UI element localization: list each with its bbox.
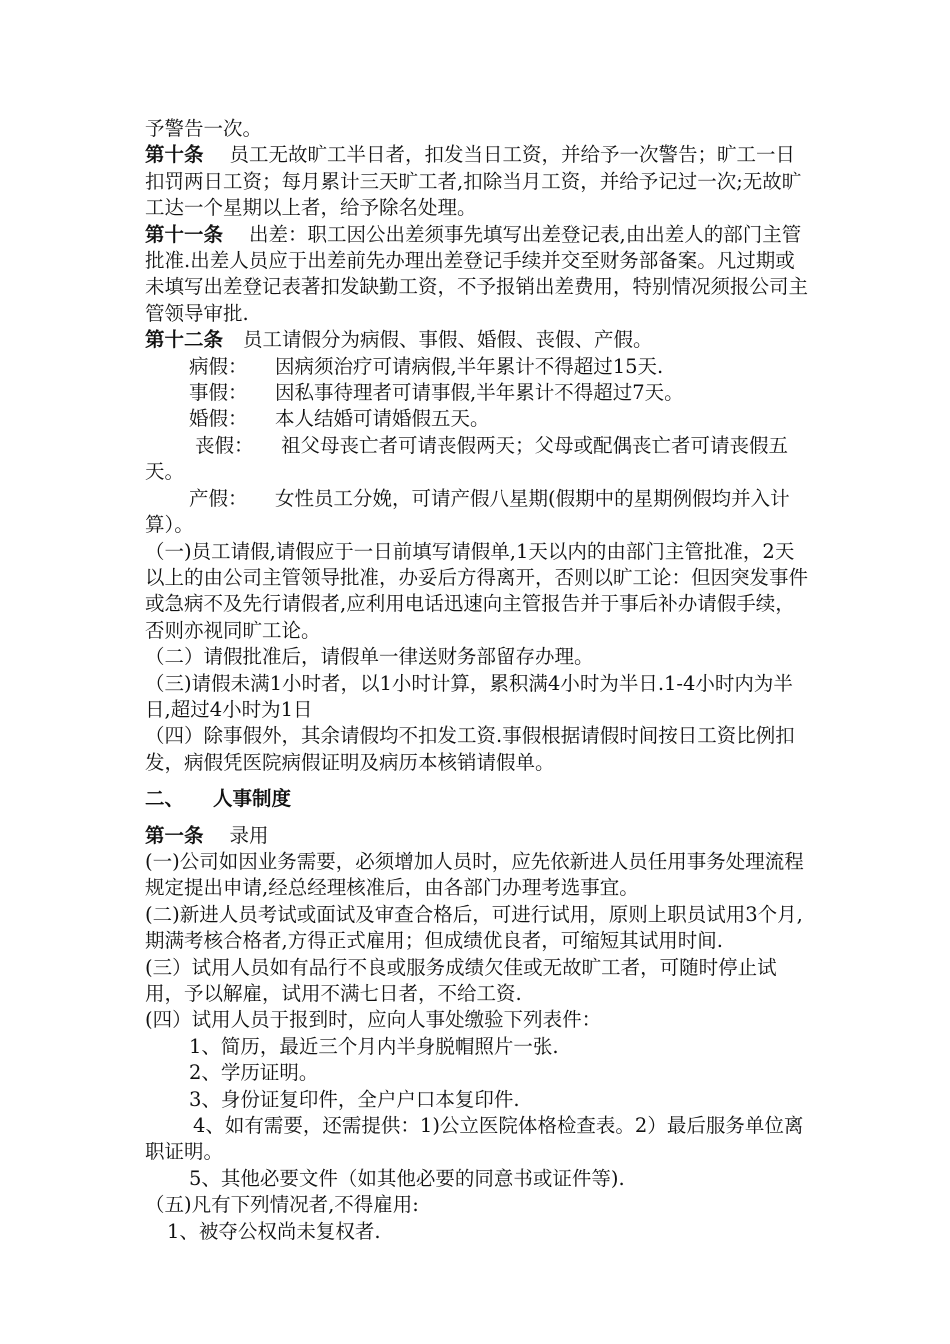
article-label: 第十二条 [145, 328, 224, 352]
leave-label: 产假： [189, 486, 248, 510]
hiring-rule: (二)新进人员考试或面试及审查合格后，可进行试用，原则上职员试用3个月,期满考核合格者,方得正式雇用；但成绩优良者，可缩短其试用时间. [145, 902, 803, 953]
article-12 [145, 327, 810, 353]
leave-type-maternity [145, 486, 810, 539]
article-label: 第一条 [145, 823, 204, 847]
leave-label: 丧假： [195, 433, 254, 457]
leave-type-personal [145, 380, 810, 406]
article-text: 员工请假分为病假、事假、婚假、丧假、产假。 [243, 328, 653, 352]
leave-text: 本人结婚可请婚假五天。 [275, 407, 490, 431]
section-title: 人事制度 [213, 787, 292, 811]
leave-label: 事假： [189, 381, 248, 405]
article-text: 员工无故旷工半日者，扣发当日工资，并给予一次警告；旷工一日扣罚两日工资；每月累计三天旷工者,扣除当月工资，并给予记过一次;无故旷工达一个星期以上者，给予除名处理。 [145, 143, 802, 220]
article-label: 第十一条 [145, 222, 224, 246]
leave-text: 祖父母丧亡者可请丧假两天；父母或配偶丧亡者可请丧假五天。 [145, 433, 789, 484]
document-item: 3、身份证复印件，全户户口本复印件. [189, 1087, 520, 1111]
leave-rule: （二）请假批准后，请假单一律送财务部留存办理。 [145, 645, 594, 669]
section-number: 二、 [145, 787, 185, 811]
document-body [145, 116, 810, 1245]
article-11 [145, 222, 810, 328]
article-label: 第十条 [145, 143, 204, 167]
document-item: 1、简历，最近三个月内半身脱帽照片一张. [189, 1034, 559, 1058]
section-heading [145, 786, 810, 812]
leave-rule: （一)员工请假,请假应于一日前填写请假单,1天以内的由部门主管批准，2天以上的由公司主管领导批准，办妥后方得离开，否则以旷工论：但因突发事件或急病不及先行请假者,应利用电话迅速向主管报告并于事后补办请假手续，否则亦视同旷工论。 [145, 539, 809, 642]
article-text: 录用 [229, 823, 269, 847]
article-10 [145, 142, 810, 221]
leave-rule: （四）除事假外，其余请假均不扣发工资.事假根据请假时间按日工资比例扣发，病假凭医院病假证明及病历本核销请假单。 [145, 724, 795, 774]
article-text: 出差：职工因公出差须事先填写出差登记表,由出差人的部门主管批准.出差人员应于出差前先办理出差登记手续并交至财务部备案。凡过期或未填写出差登记表著扣发缺勤工资，不予报销出差费用，特别情况须报公司主管领导审批. [145, 222, 809, 325]
leave-type-sick [145, 354, 810, 380]
paragraph-continuation [145, 116, 810, 142]
leave-type-marriage [145, 406, 810, 432]
leave-label: 婚假： [189, 407, 248, 431]
article-1 [145, 823, 810, 849]
hiring-rule: (四）试用人员于报到时，应向人事处缴验下列表件： [145, 1008, 602, 1032]
hiring-rule: (三）试用人员如有品行不良或服务成绩欠佳或无故旷工者，可随时停止试用，予以解雇，试用不满七日者，不给工资. [145, 955, 777, 1005]
document-item: 5、其他必要文件（如其他必要的同意书或证件等). [189, 1166, 625, 1190]
leave-rule: （三)请假未满1小时者，以1小时计算，累积满4小时为半日.1-4小时内为半日,超过4小时为1日 [145, 671, 793, 721]
leave-text: 因病须治疗可请病假,半年累计不得超过15天. [275, 354, 664, 378]
document-item-text: 4、如有需要，还需提供：1)公立医院体格检查表。2）最后服务单位离职证明。 [145, 1114, 804, 1164]
leave-label: 病假： [189, 354, 248, 378]
exclusion-item: 1、被夺公权尚未复权者. [167, 1219, 381, 1243]
leave-text: 女性员工分娩，可请产假八星期(假期中的星期例假均并入计算）。 [145, 486, 790, 537]
exclusion-rule: （五)凡有下列情况者,不得雇用: [145, 1193, 419, 1217]
hiring-rule: (一)公司如因业务需要，必须增加人员时，应先依新进人员任用事务处理流程规定提出申请,经总经理核准后，由各部门办理考选事宜。 [145, 849, 804, 900]
paragraph-text: 予警告一次。 [145, 117, 263, 140]
document-item: 2、学历证明。 [189, 1061, 319, 1085]
leave-type-bereavement [145, 433, 810, 486]
leave-text: 因私事待理者可请事假,半年累计不得超过7天。 [275, 381, 684, 405]
document-item [145, 1113, 810, 1166]
